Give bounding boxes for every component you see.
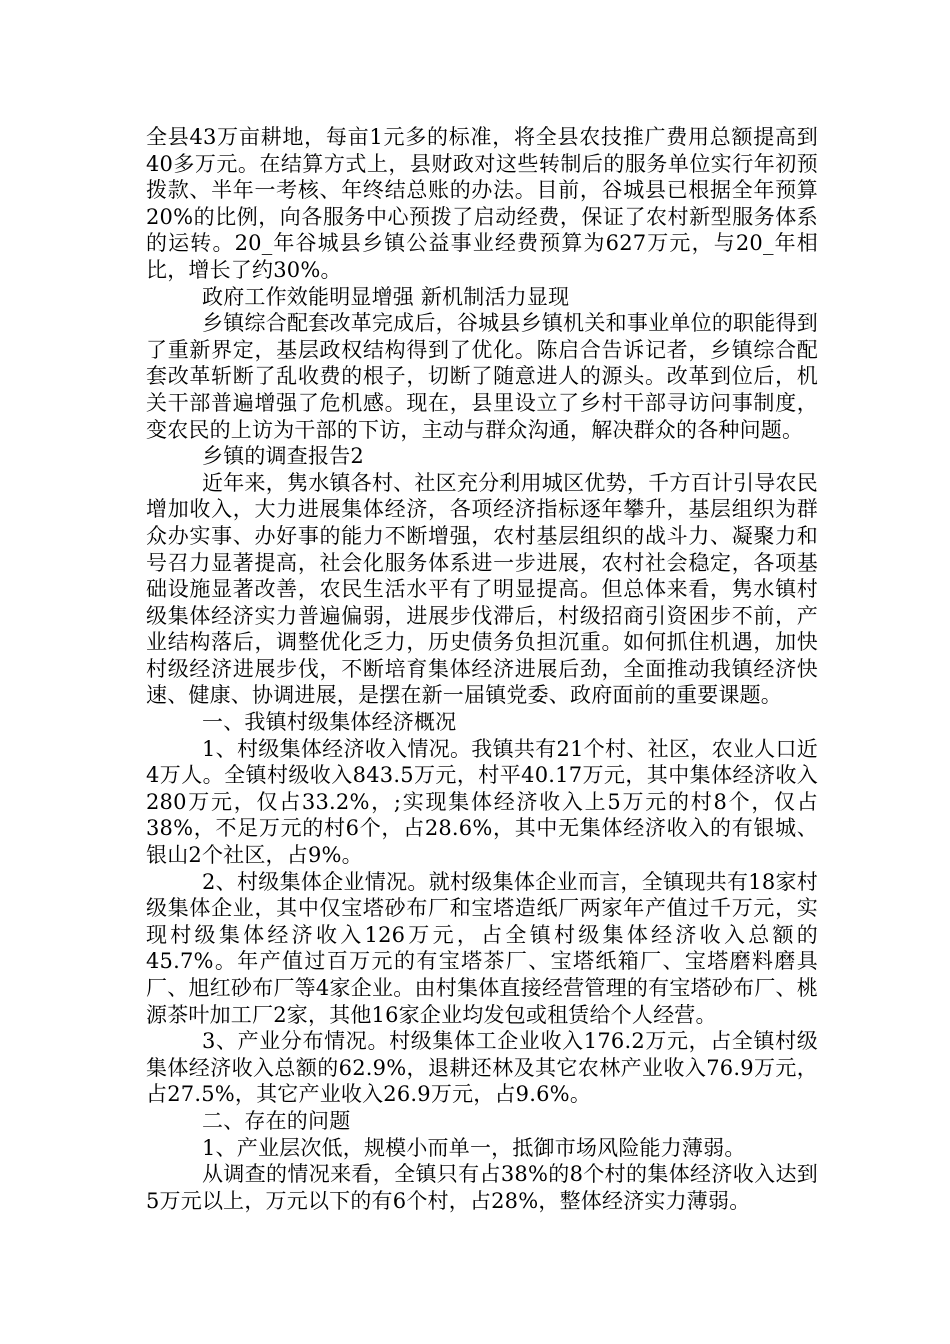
paragraph-intro: 近年来，隽水镇各村、社区充分利用城区优势，千方百计引导农民增加收入，大力进展集体经济，各项经济指标逐年攀升，基层组织为群众办实事、办好事的能力不断增强，农村基层组织的战斗力、凝聚力和号召力显著提高，社会化服务体系进一步进展，农村社会稳定，各项基础设施显著改善，农民生活水平有了明显提高。但总体来看，隽水镇村级集体经济实力普遍偏弱，进展步伐滞后，村级招商引资困步不前，产业结构落后，调整优化乏力，历史债务负担沉重。如何抓住机遇，加快村级经济进展步伐，不断培育集体经济进展后劲，全面推动我镇经济快速、健康、协调进展，是摆在新一届镇党委、政府面前的重要课题。	[146, 470, 818, 708]
report-title: 乡镇的调查报告2	[202, 444, 364, 469]
paragraph-reform: 乡镇综合配套改革完成后，谷城县乡镇机关和事业单位的职能得到了重新界定，基层政权结构得到了优化。陈启合告诉记者，乡镇综合配套改革斩断了乱收费的根子，切断了随意进人的源头。改革到位后，机关干部普遍增强了危机感。现在，县里设立了乡村干部寻访问事制度，变农民的上访为干部的下访，主动与群众沟通，解决群众的各种问题。	[146, 311, 818, 442]
document-body	[146, 124, 818, 1214]
paragraph-budget: 全县43万亩耕地，每亩1元多的标准，将全县农技推广费用总额提高到40多万元。在结算方式上，县财政对这些转制后的服务单位实行年初预拨款、半年一考核、年终结总账的办法。目前，谷城县已根据全年预算20%的比例，向各服务中心预拨了启动经费，保证了农村新型服务体系的运转。20_年谷城县乡镇公益事业经费预算为627万元，与20_年相比，增长了约30%。	[146, 125, 818, 282]
section-heading-overview: 一、我镇村级集体经济概况	[202, 710, 457, 735]
section-heading-problems: 二、存在的问题	[202, 1108, 351, 1133]
paragraph-income: 1、村级集体经济收入情况。我镇共有21个村、社区，农业人口近4万人。全镇村级收入843.5万元，村平40.17万元，其中集体经济收入280万元，仅占33.2%，;实现集体经济收入上5万元的村8个，仅占38%，不足万元的村6个，占28.6%，其中无集体经济收入的有银城、银山2个社区，占9%。	[146, 736, 818, 868]
paragraph-industry: 3、产业分布情况。村级集体工企业收入176.2万元，占全镇村级集体经济收入总额的62.9%，退耕还林及其它农林产业收入76.9万元，占27.5%，其它产业收入26.9万元，占9.6%。	[146, 1029, 818, 1107]
paragraph-problem-1: 1、产业层次低，规模小而单一，抵御市场风险能力薄弱。	[202, 1135, 746, 1160]
paragraph-enterprises: 2、村级集体企业情况。就村级集体企业而言，全镇现共有18家村级集体企业，其中仅宝塔砂布厂和宝塔造纸厂两家年产值过千万元，实现村级集体经济收入126万元，占全镇村级集体经济收入总额的45.7%。年产值过百万元的有宝塔茶厂、宝塔纸箱厂、宝塔磨料磨具厂、旭红砂布厂等4家企业。由村集体直接经营管理的有宝塔砂布厂、桃源茶叶加工厂2家，其他16家企业均发包或租赁给个人经营。	[146, 869, 818, 1027]
paragraph-survey: 从调查的情况来看，全镇只有占38%的8个村的集体经济收入达到5万元以上，万元以下的有6个村，占28%，整体经济实力薄弱。	[146, 1162, 818, 1213]
section-heading-efficiency: 政府工作效能明显增强 新机制活力显现	[202, 284, 570, 309]
